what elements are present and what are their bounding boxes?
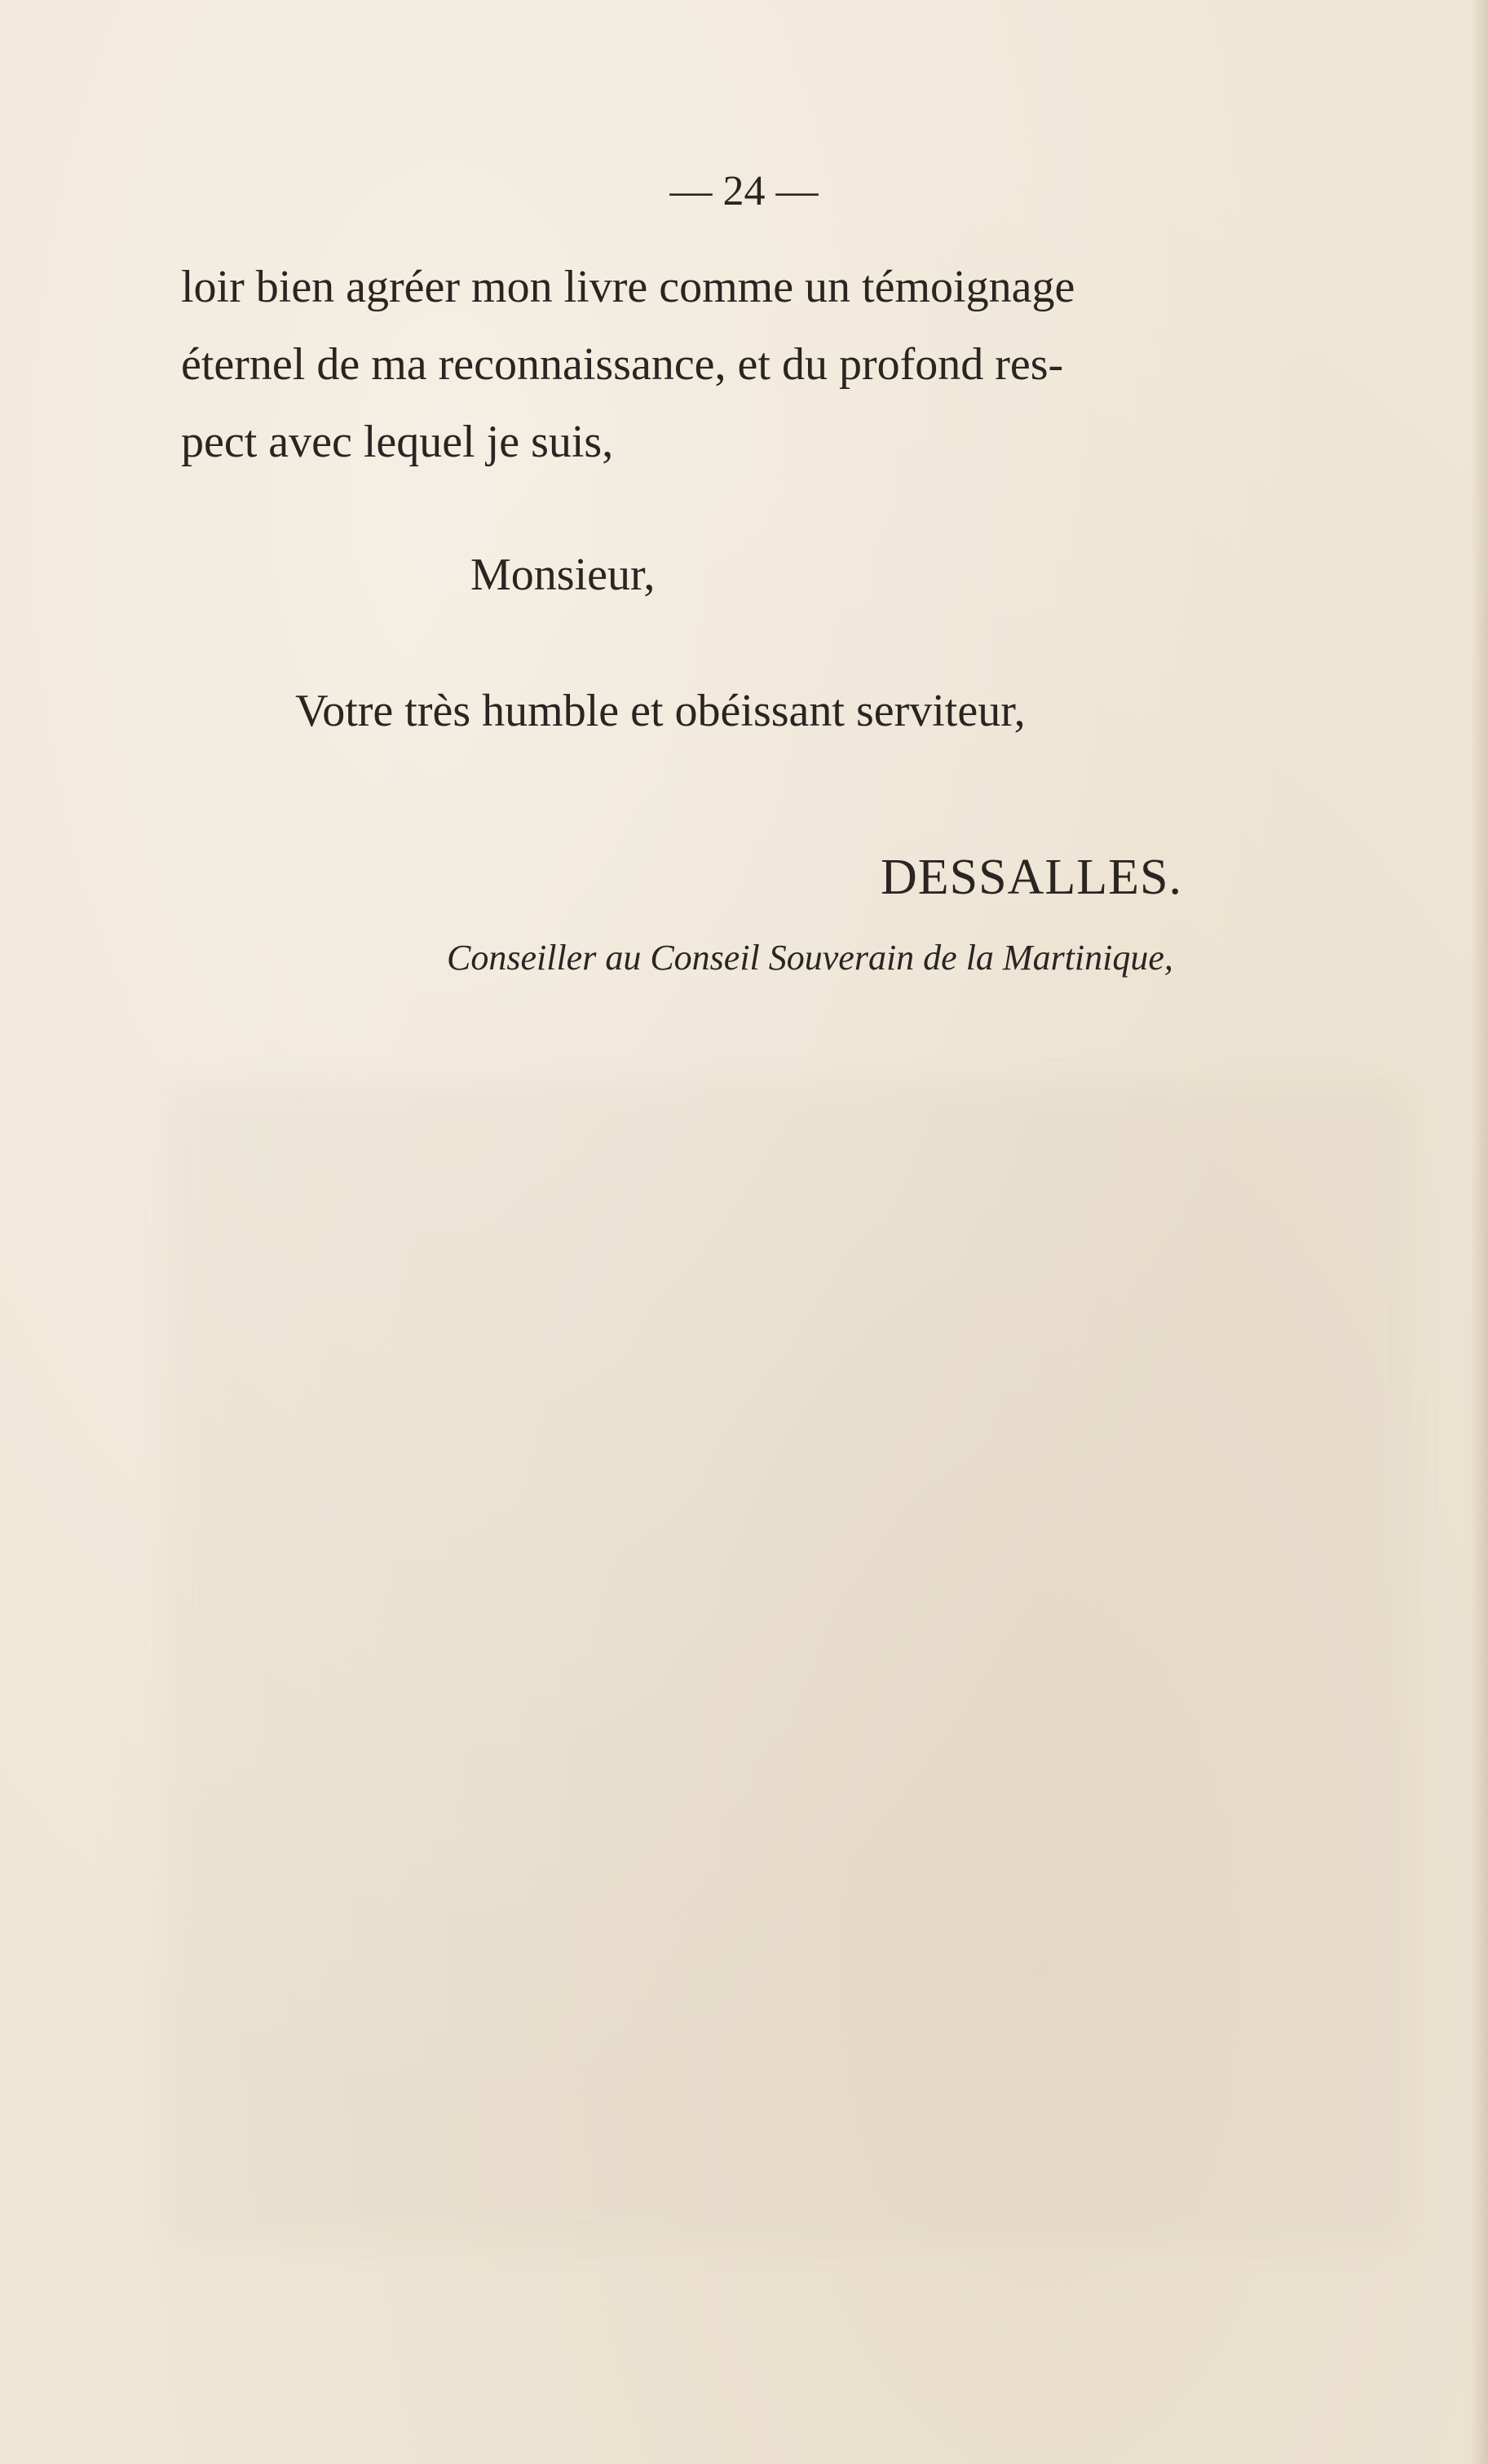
signature-name: DESSALLES.: [881, 850, 1182, 905]
salutation: Monsieur,: [470, 550, 656, 600]
body-line-2: [181, 326, 1371, 404]
body-line-1: [181, 249, 1371, 326]
body-line-3: [181, 404, 1371, 481]
body-paragraph: [181, 249, 1371, 481]
closing-formula: Votre très humble et obéissant serviteur,: [295, 686, 1026, 736]
body-line-1-text: loir bien agréer mon livre comme un témoignage: [181, 262, 1075, 312]
page-number: — 24 —: [669, 168, 819, 214]
body-line-2-text: éternel de ma reconnaissance, et du profond res-: [181, 339, 1064, 390]
body-line-3-text: pect avec lequel je suis,: [181, 417, 614, 467]
page-edge-shadow: [1470, 0, 1488, 2464]
show-through-text-area: [171, 1084, 1411, 2242]
signature-title: Conseiller au Conseil Souverain de la Martinique,: [447, 938, 1173, 978]
